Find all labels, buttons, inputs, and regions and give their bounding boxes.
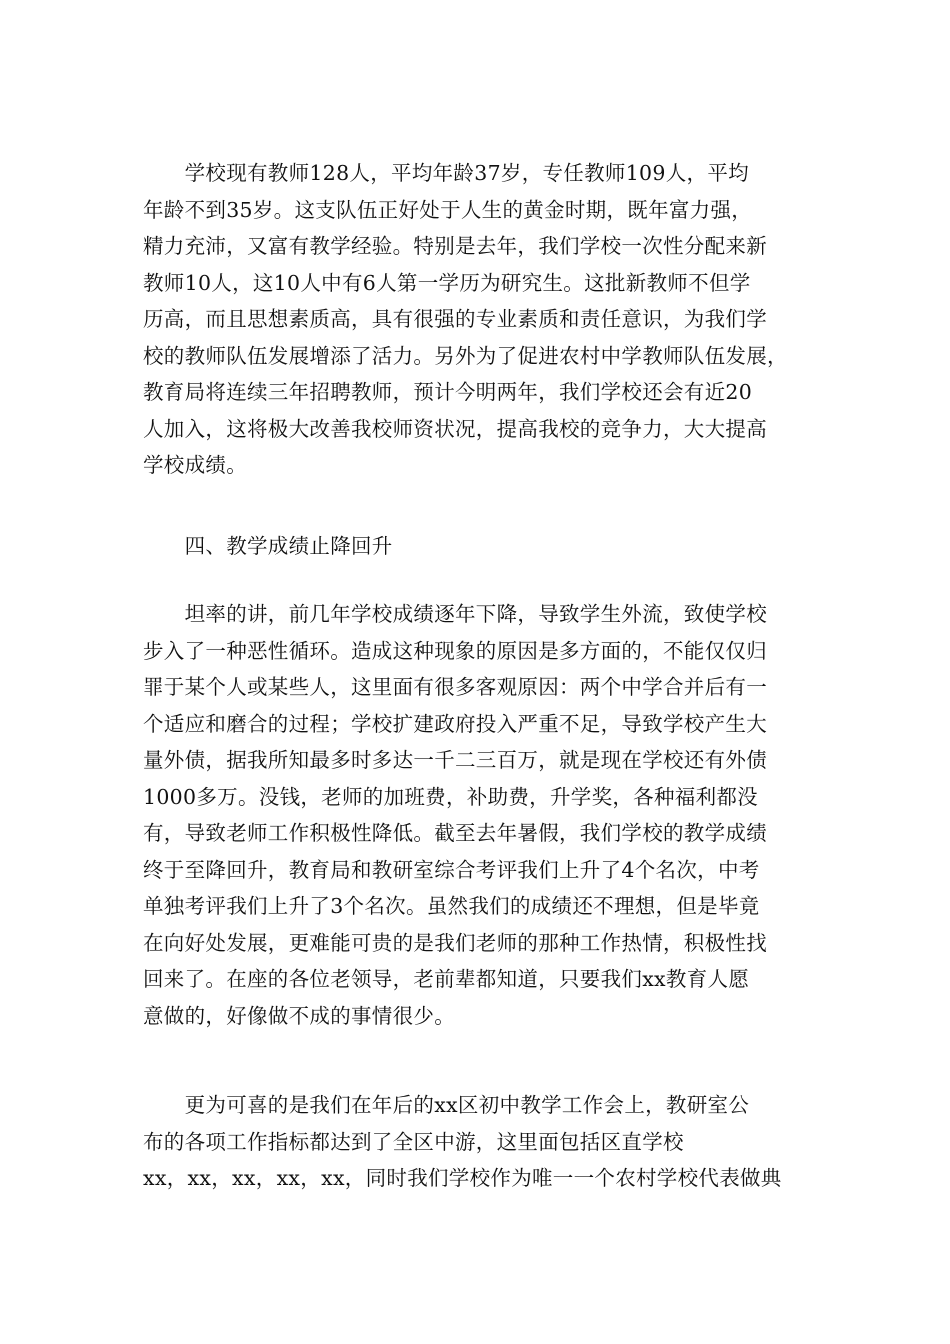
- text-line: 在向好处发展，更难能可贵的是我们老师的那种工作热情，积极性找: [143, 930, 767, 955]
- text-line: 步入了一种恶性循环。造成这种现象的原因是多方面的，不能仅仅归: [143, 638, 767, 663]
- text-line: 校的教师队伍发展增添了活力。另外为了促进农村中学教师队伍发展，: [143, 343, 788, 368]
- text-line: 意做的，好像做不成的事情很少。: [143, 1003, 455, 1028]
- text-line: 教育局将连续三年招聘教师，预计今明两年，我们学校还会有近20: [143, 380, 753, 404]
- text-line: 个适应和磨合的过程；学校扩建政府投入严重不足，导致学校产生大: [143, 711, 767, 736]
- text-line: 年龄不到35岁。这支队伍正好处于人生的黄金时期，既年富力强，: [143, 197, 753, 222]
- text-line: xx，xx，xx，xx，xx，同时我们学校作为唯一一个农村学校代表做典: [143, 1166, 782, 1190]
- text-line: 更为可喜的是我们在年后的xx区初中教学工作会上，教研室公: [143, 1093, 750, 1117]
- text-line: 量外债，据我所知最多时多达一千二三百万，就是现在学校还有外债: [143, 748, 767, 772]
- paragraph-teacher-staff: [143, 155, 813, 484]
- text-line: 学校现有教师128人，平均年龄37岁，专任教师109人，平均: [143, 161, 749, 185]
- text-line: 回来了。在座的各位老领导，老前辈都知道，只要我们xx教育人愿: [143, 967, 750, 991]
- text-line: 布的各项工作指标都达到了全区中游，这里面包括区直学校: [143, 1129, 684, 1154]
- text-line: 教师10人，这10人中有6人第一学历为研究生。这批新教师不但学: [143, 270, 751, 295]
- section-heading-text: 四、教学成绩止降回升: [143, 534, 393, 558]
- section-heading-four: [143, 528, 813, 565]
- text-line: 历高，而且思想素质高，具有很强的专业素质和责任意识，为我们学: [143, 307, 767, 331]
- text-line: 坦率的讲，前几年学校成绩逐年下降，导致学生外流，致使学校: [143, 602, 767, 626]
- paragraph-teaching-results: [143, 596, 813, 1034]
- paragraph-district-meeting: [143, 1087, 813, 1197]
- text-line: 人加入，这将极大改善我校师资状况，提高我校的竞争力，大大提高: [143, 416, 767, 441]
- text-line: 有，导致老师工作积极性降低。截至去年暑假，我们学校的教学成绩: [143, 821, 767, 845]
- text-line: 终于至降回升，教育局和教研室综合考评我们上升了4个名次，中考: [143, 857, 760, 882]
- text-line: 学校成绩。: [143, 453, 247, 477]
- text-line: 罪于某个人或某些人，这里面有很多客观原因：两个中学合并后有一: [143, 675, 767, 699]
- text-line: 单独考评我们上升了3个名次。虽然我们的成绩还不理想，但是毕竟: [143, 894, 760, 918]
- text-line: 1000多万。没钱，老师的加班费，补助费，升学奖，各种福利都没: [143, 784, 758, 809]
- text-line: 精力充沛，又富有教学经验。特别是去年，我们学校一次性分配来新: [143, 234, 767, 258]
